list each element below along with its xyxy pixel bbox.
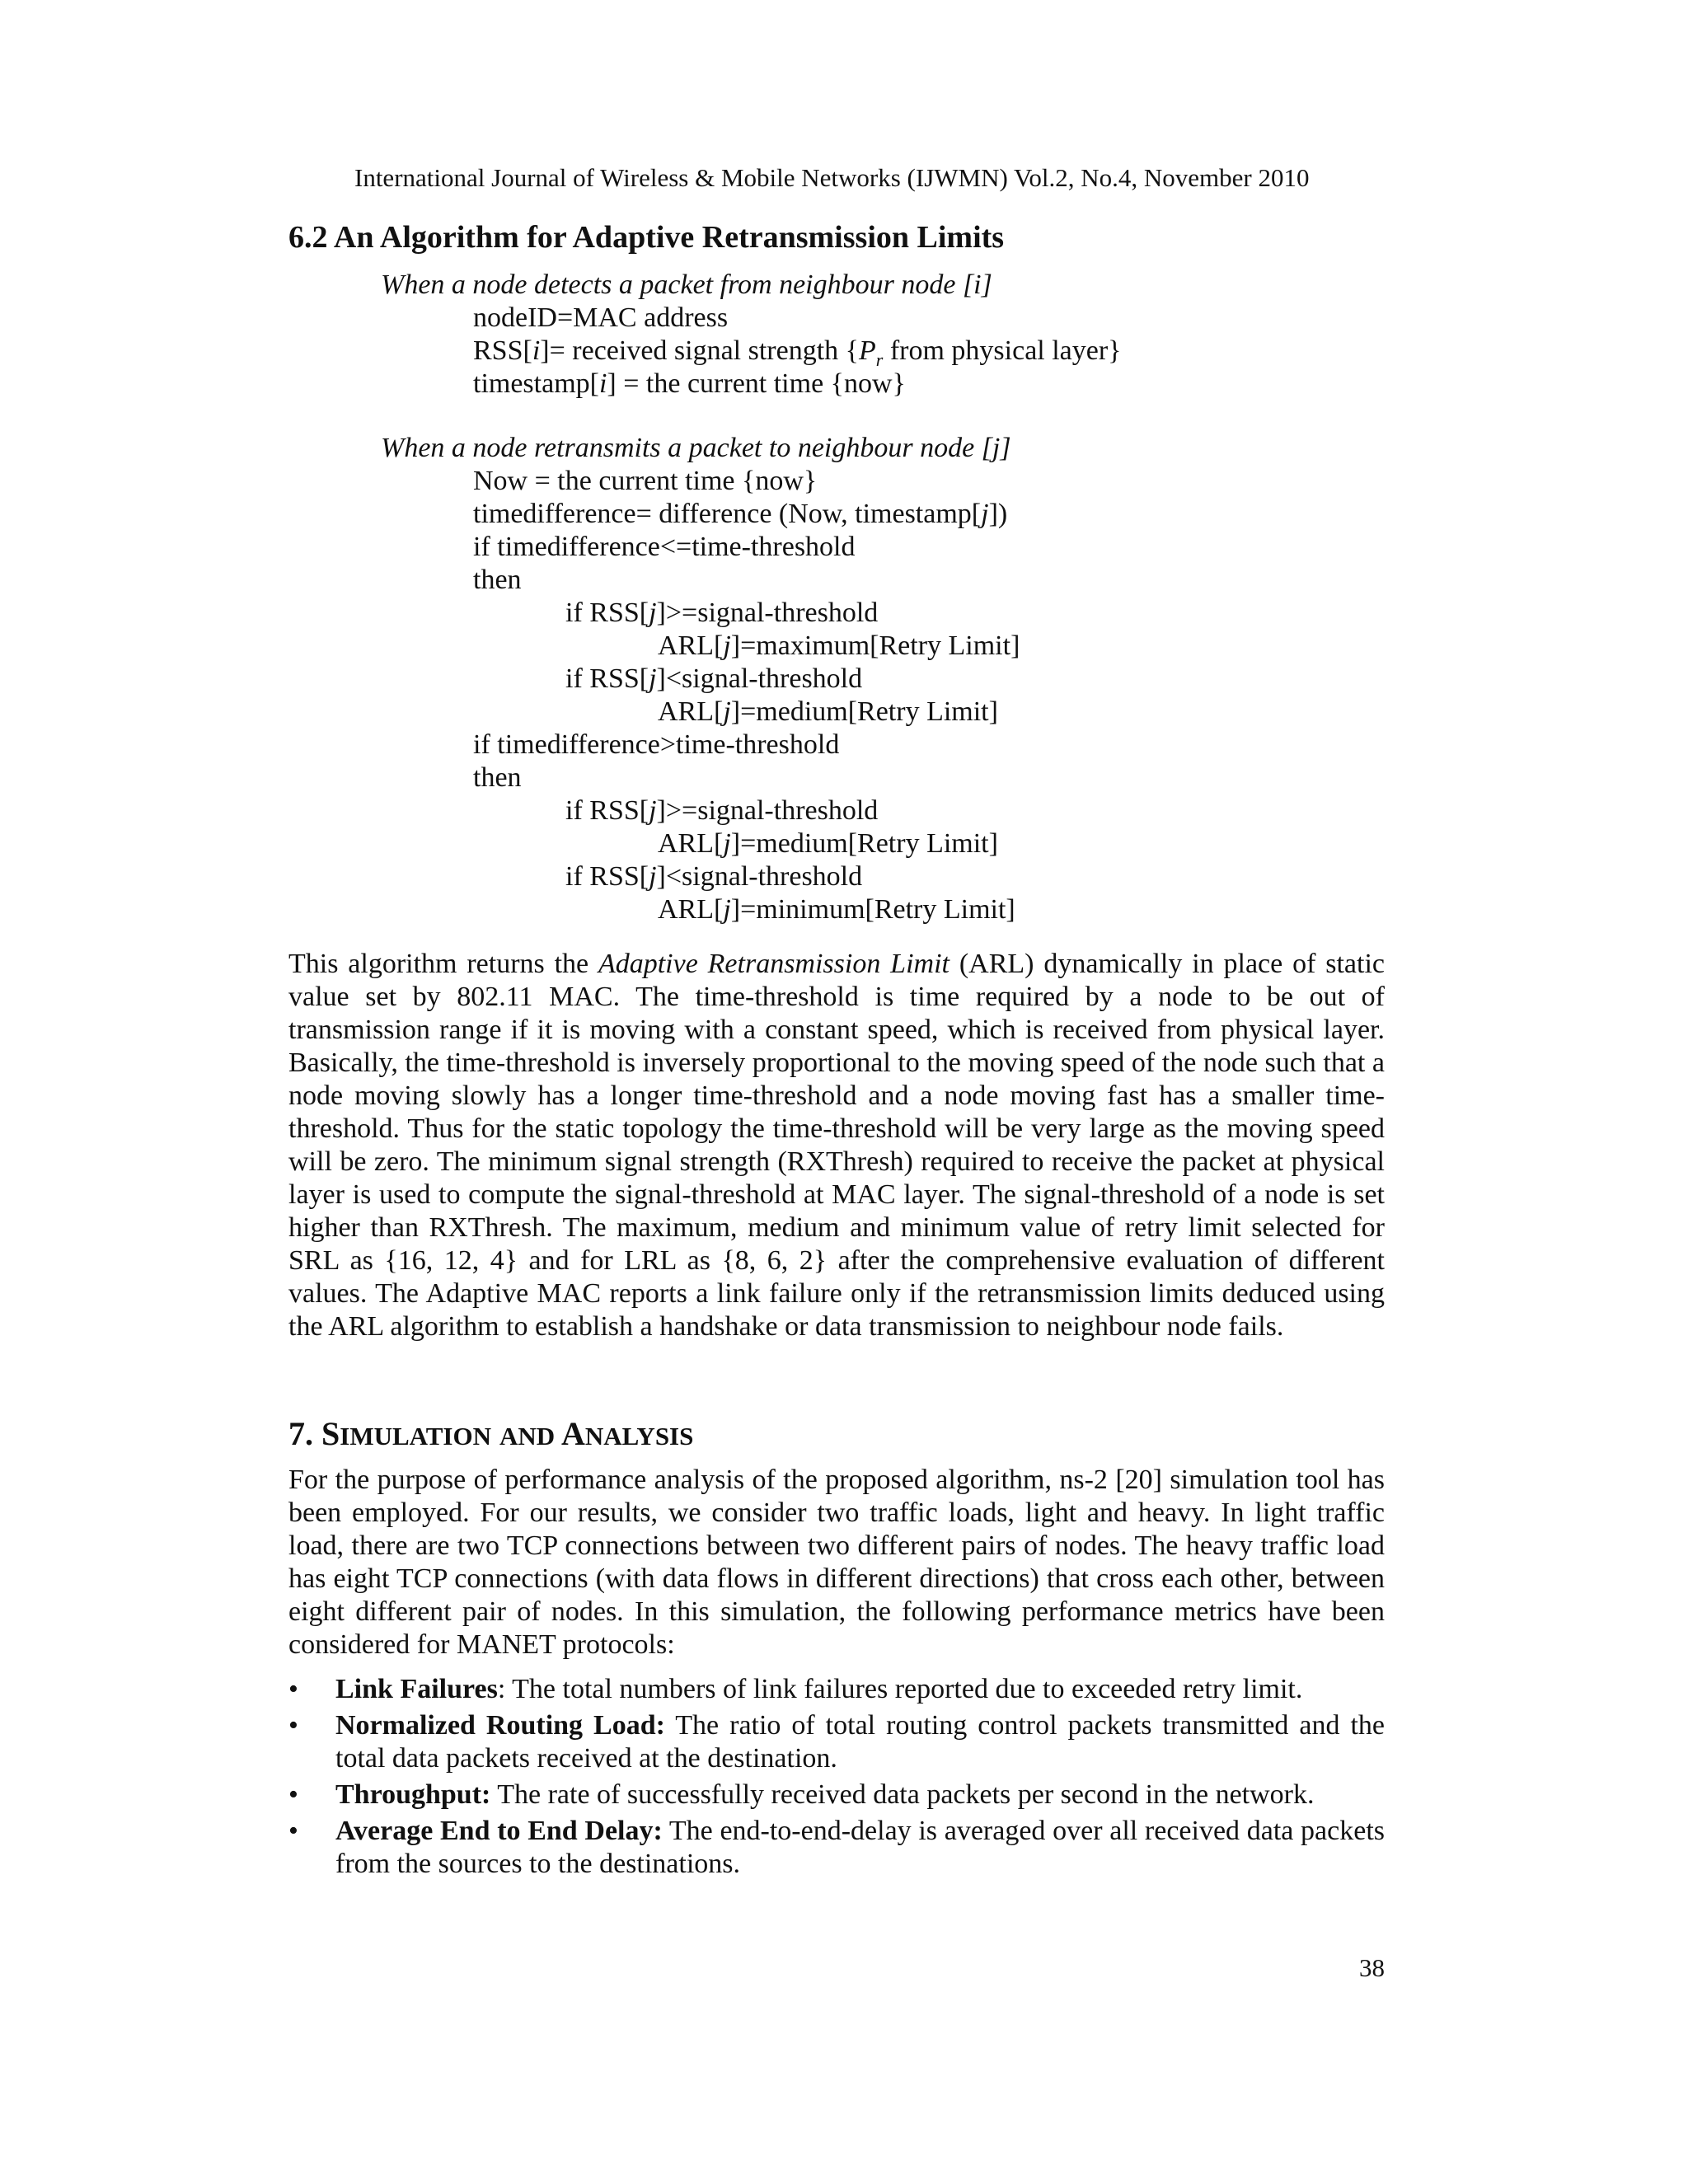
algo-assign-line: ARL[j]=maximum[Retry Limit]	[658, 630, 1020, 661]
metrics-list	[288, 1673, 1385, 1884]
algo-detect-header: When a node detects a packet from neighbour node [i]	[381, 269, 992, 300]
algo-then-line: then	[473, 762, 522, 793]
algo-if-gt-line: if timedifference>time-threshold	[473, 729, 840, 760]
paragraph-arl: This algorithm returns the Adaptive Retransmission Limit (ARL) dynamically in place of static value set by 802.11 MAC. The time-threshold is time required by a node to be out of transmission range if it is moving with a constant speed, which is received from physical layer. Basically, the time-threshold is inversely proportional to the moving speed of the node such that a node moving slowly has a longer time-threshold and a node moving fast has a smaller time-threshold. Thus for the static topology the time-threshold will be very large as the moving speed will be zero. The minimum signal strength (RXThresh) required to receive the packet at physical layer is used to compute the signal-threshold at MAC layer. The signal-threshold of a node is set higher than RXThresh. The maximum, medium and minimum value of retry limit selected for SRL as {16, 12, 4} and for LRL as {8, 6, 2} after the comprehensive evaluation of different values. The Adaptive MAC reports a link failure only if the retransmission limits deduced using the ARL algorithm to establish a handshake or data transmission to neighbour node fails.	[288, 949, 1385, 1342]
page-number: 38	[1359, 1953, 1385, 1982]
algo-then-line: then	[473, 565, 522, 595]
algo-assign-line: ARL[j]=minimum[Retry Limit]	[658, 894, 1015, 925]
list-item: • Link Failures: The total numbers of link failures reported due to exceeded retry limit.	[288, 1674, 1303, 1704]
algo-assign-line: ARL[j]=medium[Retry Limit]	[658, 828, 998, 859]
algo-timedifference-line: timedifference= difference (Now, timestamp[j])	[473, 499, 1008, 529]
running-head: International Journal of Wireless & Mobile Networks (IJWMN) Vol.2, No.4, November 2010	[354, 163, 1310, 192]
paragraph-simulation: For the purpose of performance analysis of the proposed algorithm, ns-2 [20] simulation tool has been employed. For our results, we consider two traffic loads, light and heavy. In light traffic load, there are two TCP connections between two different pairs of nodes. The heavy traffic load has eight TCP connections (with data flows in different directions) that cross each other, between eight different pair of nodes. In this simulation, the following performance metrics have been considered for MANET protocols:	[288, 1465, 1385, 1660]
algo-retransmit-header: When a node retransmits a packet to neighbour node [j]	[381, 433, 1011, 463]
algo-rss-line: RSS[i]= received signal strength {$P_r$ from physical layer}	[473, 335, 1122, 370]
algo-cond-line: if RSS[j]<signal-threshold	[565, 861, 863, 892]
section-6-2-title: 6.2 An Algorithm for Adaptive Retransmission Limits	[288, 220, 1005, 255]
algo-timestamp-line: timestamp[i] = the current time {now}	[473, 368, 906, 399]
algo-if-le-line: if timedifference<=time-threshold	[473, 532, 856, 562]
algo-cond-line: if RSS[j]>=signal-threshold	[565, 795, 879, 826]
algo-nodeid-line: nodeID=MAC address	[473, 302, 729, 333]
section-7-title: 7. SIMULATION AND ANALYSIS	[288, 1415, 694, 1452]
list-item: • Throughput: The rate of successfully received data packets per second in the network.	[288, 1779, 1315, 1810]
list-item: • Average End to End Delay: The end-to-end-delay is averaged over all received data packets from the sources to the destinations.	[288, 1816, 1386, 1879]
algo-assign-line: ARL[j]=medium[Retry Limit]	[658, 696, 998, 727]
algo-cond-line: if RSS[j]<signal-threshold	[565, 663, 863, 694]
algo-cond-line: if RSS[j]>=signal-threshold	[565, 598, 879, 628]
algo-now-line: Now = the current time {now}	[473, 466, 818, 496]
list-item: • Normalized Routing Load: The ratio of total routing control packets transmitted and the total data packets received at the destination.	[288, 1710, 1385, 1774]
